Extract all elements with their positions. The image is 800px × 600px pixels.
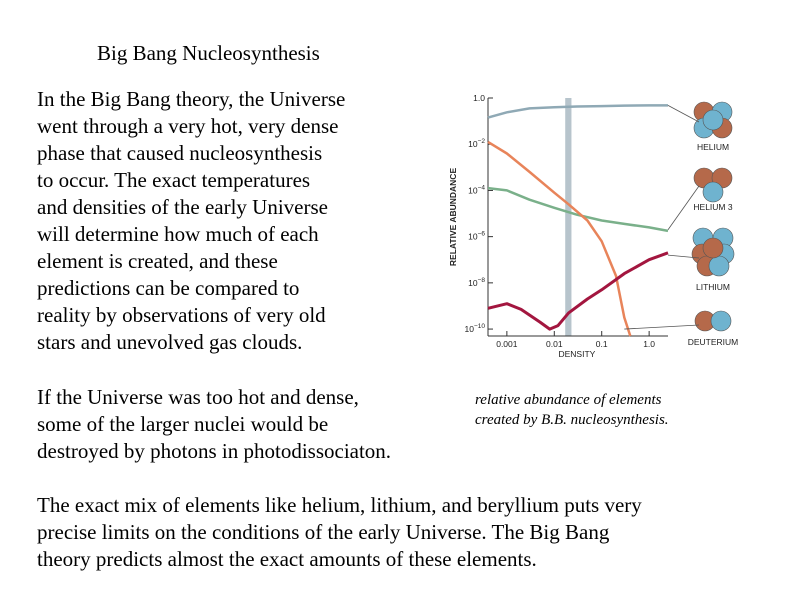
nucleon [703, 238, 723, 258]
paragraph-line: to occur. The exact temperatures [37, 168, 311, 192]
density-band [565, 98, 571, 336]
caption-line: created by B.B. nucleosynthesis. [475, 412, 669, 428]
nucleus-icon-helium-3 [694, 168, 732, 202]
nucleon [711, 311, 731, 331]
legend-label: HELIUM 3 [693, 202, 733, 212]
elements-mix-paragraph [37, 492, 642, 573]
series-line-helium [488, 105, 668, 117]
paragraph-line: If the Universe was too hot and dense, [37, 385, 359, 409]
paragraph-line: some of the larger nuclei would be [37, 412, 329, 436]
x-tick-label: 0.001 [496, 339, 518, 349]
chart-caption [475, 390, 669, 430]
nucleon [703, 110, 723, 130]
y-tick-label: $10^{-10}$ [464, 323, 485, 335]
legend-label: LITHIUM [696, 282, 730, 292]
nucleon [703, 182, 723, 202]
caption-line: relative abundance of elements [475, 392, 662, 408]
y-tick-label: $10^{-2}$ [468, 138, 485, 150]
photodissociation-paragraph [37, 384, 391, 465]
y-axis-label: RELATIVE ABUNDANCE [448, 167, 458, 267]
paragraph-line: stars and unevolved gas clouds. [37, 330, 303, 354]
nucleus-icon-helium [694, 102, 732, 138]
paragraph-line: phase that caused nucleosynthesis [37, 141, 323, 165]
abundance-chart [440, 88, 780, 370]
y-tick-label: $10^{-4}$ [468, 184, 485, 196]
y-tick-label: $10^{-6}$ [468, 230, 485, 242]
paragraph-line: predictions can be compared to [37, 276, 300, 300]
legend-label: HELIUM [696, 142, 730, 152]
y-tick-label: 1.0 [473, 93, 485, 103]
paragraph-line: The exact mix of elements like helium, lithium, and beryllium puts very [37, 493, 642, 517]
series-line-helium-3 [488, 188, 668, 231]
intro-paragraph [37, 86, 345, 356]
paragraph-line: element is created, and these [37, 249, 278, 273]
paragraph-line: went through a very hot, very dense [37, 114, 339, 138]
paragraph-line: precise limits on the conditions of the early Universe. The Big Bang [37, 520, 610, 544]
legend-label: DEUTERIUM [687, 337, 739, 347]
paragraph-line: and densities of the early Universe [37, 195, 328, 219]
nucleus-icon-deuterium [695, 311, 731, 331]
x-axis-label: DENSITY [558, 349, 596, 359]
x-tick-label: 0.1 [595, 339, 608, 349]
y-tick-label: $10^{-8}$ [468, 276, 485, 288]
series-line-deuterium [488, 142, 630, 336]
paragraph-line: reality by observations of very old [37, 303, 326, 327]
x-tick-label: 0.01 [546, 339, 563, 349]
paragraph-line: theory predicts almost the exact amounts of these elements. [37, 547, 537, 571]
page-title: Big Bang Nucleosynthesis [97, 41, 320, 65]
legend-leader-line [624, 325, 699, 329]
series-line-lithium [488, 253, 668, 329]
x-tick-label: 1.0 [643, 339, 656, 349]
paragraph-line: destroyed by photons in photodissociaton. [37, 439, 392, 463]
paragraph-line: will determine how much of each [37, 222, 319, 246]
nucleon [709, 256, 729, 276]
nucleus-icon-lithium [692, 228, 734, 276]
paragraph-line: In the Big Bang theory, the Universe [37, 87, 346, 111]
